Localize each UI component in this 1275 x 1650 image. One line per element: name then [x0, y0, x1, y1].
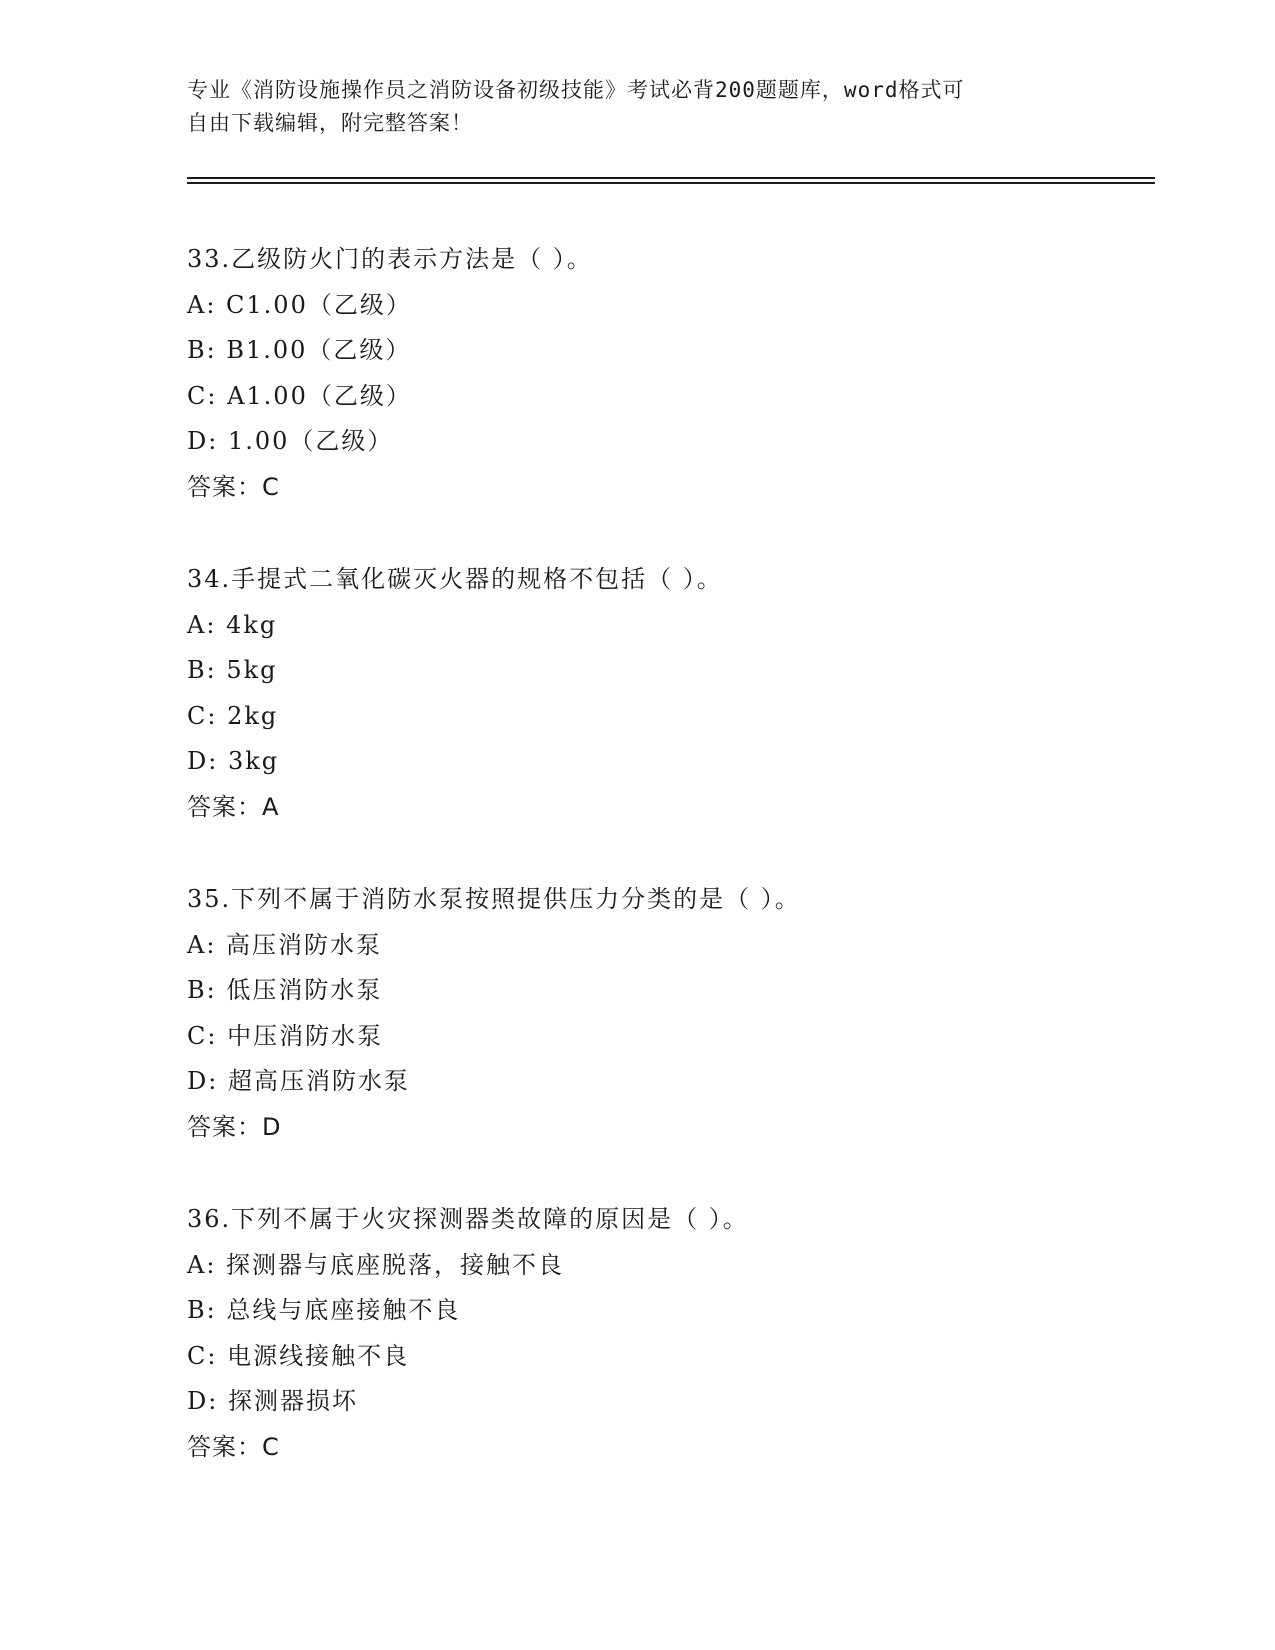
- question-33: [187, 237, 1147, 557]
- header-rule-bottom: [187, 182, 1155, 184]
- question-list: [187, 237, 1147, 1517]
- document-header: [187, 74, 1087, 140]
- option-c: C: 2kg: [187, 701, 279, 730]
- header-rule-top: [187, 177, 1155, 179]
- option-a: A: C1.00（乙级）: [187, 290, 412, 319]
- question-36: [187, 1197, 1147, 1517]
- option-d: D: 1.00（乙级）: [187, 427, 394, 455]
- option-a: A: 探测器与底座脱落，接触不良: [187, 1250, 565, 1279]
- header-line-1: 专业《消防设施操作员之消防设备初级技能》考试必背200题题库，word格式可: [187, 78, 965, 102]
- option-c: C: 中压消防水泵: [187, 1021, 384, 1050]
- question-title: 35.下列不属于消防水泵按照提供压力分类的是（ ）。: [187, 885, 801, 913]
- option-a: A: 4kg: [187, 610, 278, 639]
- option-b: B: 低压消防水泵: [187, 976, 383, 1004]
- answer: 答案：D: [187, 1112, 282, 1141]
- answer: 答案：A: [187, 792, 280, 821]
- question-title: 36.下列不属于火灾探测器类故障的原因是（ ）。: [187, 1205, 749, 1233]
- option-d: D: 探测器损坏: [187, 1387, 358, 1415]
- option-a: A: 高压消防水泵: [187, 930, 383, 959]
- answer: 答案：C: [187, 472, 280, 501]
- answer: 答案：C: [187, 1432, 280, 1461]
- option-d: D: 3kg: [187, 747, 280, 775]
- question-title: 34.手提式二氧化碳灭火器的规格不包括（ ）。: [187, 565, 723, 593]
- header-line-2: 自由下载编辑，附完整答案！: [187, 111, 473, 135]
- option-d: D: 超高压消防水泵: [187, 1067, 410, 1095]
- option-c: C: A1.00（乙级）: [187, 381, 412, 410]
- question-title: 33.乙级防火门的表示方法是（ ）。: [187, 245, 593, 273]
- option-b: B: B1.00（乙级）: [187, 336, 412, 364]
- question-35: [187, 877, 1147, 1197]
- option-b: B: 5kg: [187, 656, 278, 684]
- option-b: B: 总线与底座接触不良: [187, 1296, 461, 1324]
- question-34: [187, 557, 1147, 877]
- option-c: C: 电源线接触不良: [187, 1341, 410, 1370]
